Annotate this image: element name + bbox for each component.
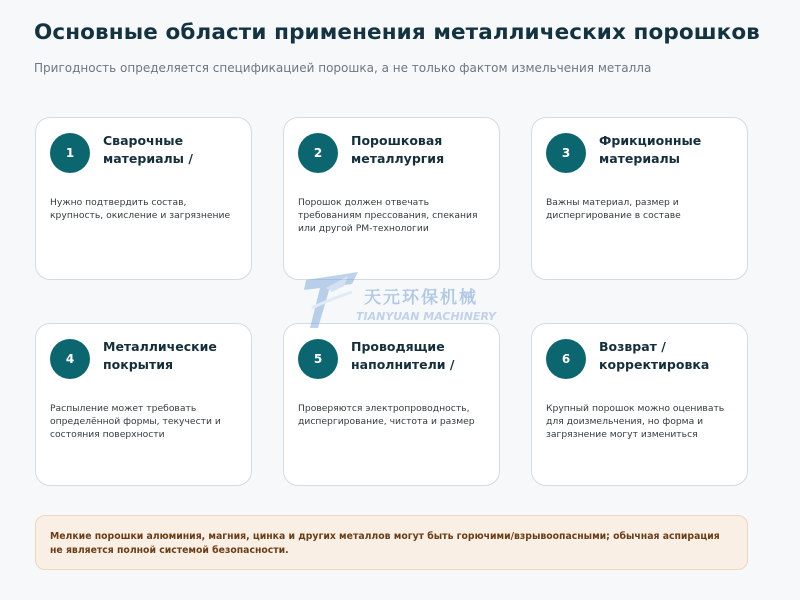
card-number-badge: 3 [546,133,586,173]
card-description: Распыление может требовать определённой формы, текучести и состояния поверхности [50,403,221,440]
watermark-chinese-text: 天元环保机械 [364,288,478,308]
card-description: Важны материал, размер и диспергирование в составе [546,197,681,221]
card-title: Порошковая металлургия [351,133,445,166]
page-title: Основные области применения металлических порошков [34,20,760,45]
card-number-badge: 2 [298,133,338,173]
watermark-english-text: TIANYUAN MACHINERY [356,310,496,323]
card-description: Нужно подтвердить состав, крупность, окисление и загрязнение [50,197,231,221]
application-cards-grid [35,117,748,486]
card-return-correction [531,323,748,486]
card-description: Проверяются электропроводность, диспергирование, чистота и размер [298,403,475,427]
warning-text: Мелкие порошки алюминия, магния, цинка и других металлов могут быть горючими/взрывоопасными; обычная аспирация не является полной системой безопасности. [50,531,720,556]
card-title: Металлические покрытия [103,339,217,372]
card-welding-materials [35,117,252,280]
card-title: Сварочные материалы / [103,133,193,166]
card-powder-metallurgy [283,117,500,280]
card-title: Возврат / корректировка [599,339,710,372]
card-description: Крупный порошок можно оценивать для доизмельчения, но форма и загрязнение могут измениться [546,403,725,440]
card-number-badge: 6 [546,339,586,379]
page-subtitle: Пригодность определяется спецификацией порошка, а не только фактом измельчения металла [34,61,652,75]
card-metal-coatings [35,323,252,486]
card-friction-materials [531,117,748,280]
card-number-badge: 1 [50,133,90,173]
card-description: Порошок должен отвечать требованиям прессования, спекания или другой PM-технологии [298,197,478,234]
card-title: Проводящие наполнители / [351,339,455,372]
safety-warning-box [35,515,748,570]
card-number-badge: 4 [50,339,90,379]
card-title: Фрикционные материалы [599,133,702,166]
card-conductive-fillers [283,323,500,486]
card-number-badge: 5 [298,339,338,379]
